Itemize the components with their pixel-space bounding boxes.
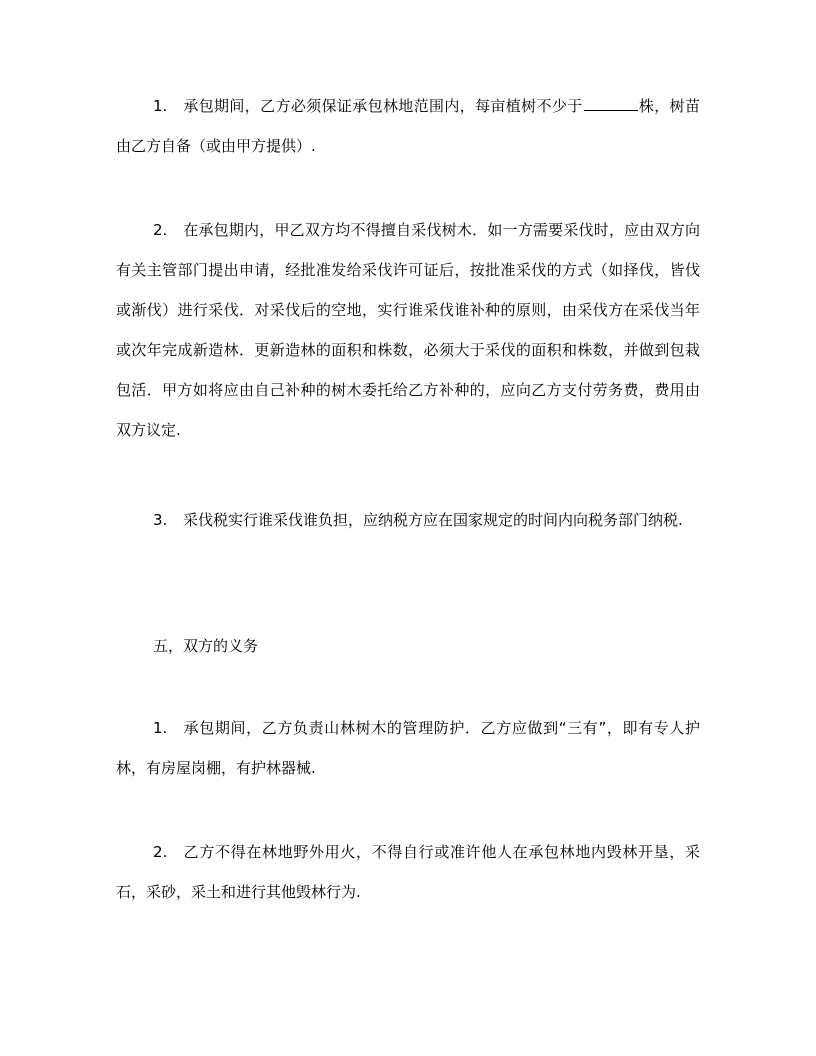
- paragraph-number: 1.: [153, 97, 168, 115]
- paragraph-number: 2.: [153, 221, 168, 239]
- section-paragraph-2: [116, 832, 700, 912]
- paragraph-number: 2.: [153, 843, 168, 861]
- paragraph-1: [116, 86, 700, 166]
- paragraph-text: 承包期间，乙方必须保证承包林地范围内，每亩植树不少于: [183, 97, 583, 115]
- paragraph-number: 1.: [153, 719, 168, 737]
- paragraph-text: 在承包期内，甲乙双方均不得擅自采伐树木．如一方需要采伐时，应由双方向有关主管部门提出申请，经批准发给采伐许可证后，按批准采伐的方式（如择伐，皆伐或渐伐）进行采伐．对采伐后的空地，实行谁采伐谁补种的原则，由采伐方在采伐当年或次年完成新造林．更新造林的面积和株数，必须大于采伐的面积和株数，并做到包栽包活．甲方如将应由自己补种的树木委托给乙方补种的，应向乙方支付劳务费，费用由双方议定.: [116, 221, 700, 439]
- paragraph-number: 3.: [153, 511, 168, 529]
- paragraph-text: 承包期间，乙方负责山林树木的管理防护．乙方应做到“三有”，即有专人护林，有房屋岗棚，有护林器械.: [116, 719, 700, 777]
- paragraph-text: 采伐税实行谁采伐谁负担，应纳税方应在国家规定的时间内向税务部门纳税.: [183, 511, 683, 529]
- paragraph-2: [116, 210, 700, 450]
- fill-in-blank: [584, 96, 638, 111]
- paragraph-text: 株，树苗由乙方自备（或由甲方提供）.: [116, 97, 700, 155]
- section-heading: 五，双方的义务: [153, 637, 259, 655]
- paragraph-3: [116, 500, 700, 540]
- section-paragraph-1: [116, 708, 700, 788]
- paragraph-text: 乙方不得在林地野外用火，不得自行或准许他人在承包林地内毁林开垦，采石，采砂，采土和进行其他毁林行为.: [116, 843, 700, 901]
